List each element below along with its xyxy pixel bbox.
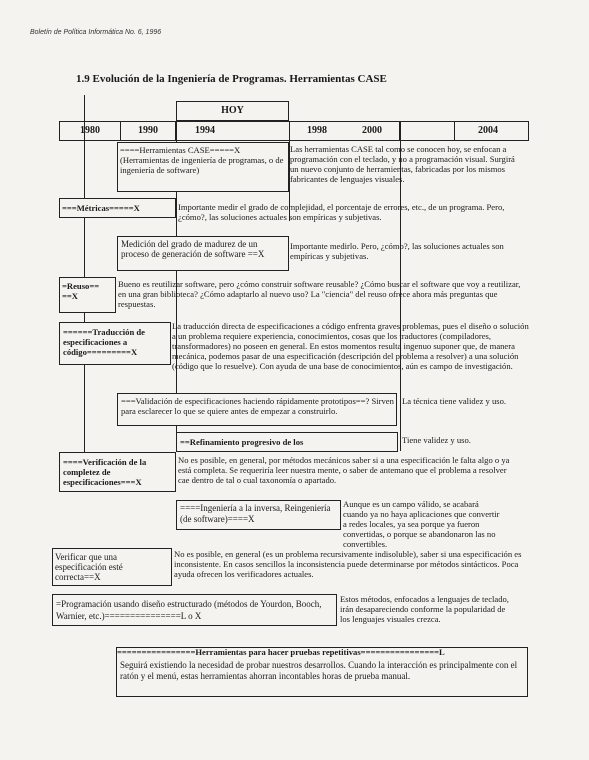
hoy-box: [176, 101, 289, 121]
year-1994: 1994: [195, 125, 215, 136]
reuso-label: =Reuso== ==X: [62, 281, 100, 301]
correcta-note: No es posible, en general (es un problema recursivamente indisoluble), saber si una especificación es inconsistente. En casos sencillos la inconsistencia puede determinarse por métodos sintácticos. Poca ayuda ofrecen los verificadores actuales.: [174, 549, 522, 579]
pruebas-note: Seguirá existiendo la necesidad de probar nuestros desarrollos. Cuando la interacción es principalmente con el ratón y el menú, estas herramientas ahorran incontables horas de prueba manual.: [120, 660, 518, 681]
metricas-note: Importante medir el grado de complejidad, el porcentaje de errores, etc., de un programa. Pero, ¿cómo?, las soluciones actuales son empíricas y subjetivas.: [178, 202, 505, 222]
reingenieria-label: ====Ingeniería a la inversa, Reingeniería (de software)====X: [180, 503, 331, 524]
pruebas-label: ================Herramientas para hacer pruebas repetitivas================L: [117, 647, 445, 657]
bulletin-header: Boletín de Política Informática No. 6, 1996: [30, 29, 162, 36]
completez-label: ====Verificación de la completez de especificaciones===X: [63, 457, 147, 487]
estructurado-note: Estos métodos, enfocados a lenguajes de teclado, irán desapareciendo conforme la popularidad de los lenguajes visuales crezca.: [340, 594, 509, 624]
traduccion-note: La traducción directa de especificaciones a código enfrenta graves problemas, pues el diseño o solución a un problema requiere experiencia, conocimientos, cosas que los traductores (compiladores, transformadores) no poseen en general. En estos momentos resulta ingenuo suponer que, de manera mecánica, podemos pasar de una especificación (descripción del problema a resolver) a una solución (código que lo resuelve). Con ayuda de una base de conocimientos, aún es campo de investigación.: [172, 321, 529, 371]
estructurado-label: =Programación usando diseño estructurado (métodos de Yourdon, Booch, Warnier, etc.)===============L o X: [56, 599, 322, 621]
year-2004: 2004: [478, 125, 498, 136]
validacion-label: ===Validación de especificaciones haciendo rápidamente prototipos==? Sirven para esclarecer lo que se quiere antes de empezar a construirlo.: [121, 396, 394, 416]
year-1980: 1980: [80, 125, 100, 136]
reuso-note: Bueno es reutilizar software, pero ¿cómo construir software reusable? ¿Cómo buscar el software que voy a reutilizar, en una gran biblioteca? ¿Cómo adaptarlo al nuevo uso? La "ciencia" del reuso ofrece ahora más preguntas que respuestas.: [118, 279, 521, 309]
year-1998: 1998: [307, 125, 327, 136]
completez-note: No es posible, en general, por métodos mecánicos saber si a una especificación le falta algo o ya está completa. Se requeriría leer nuestra mente, o saber de antemano que el problema a resolver cae dentro de tal o cual taxonomía o apartado.: [178, 455, 510, 485]
case-note: Las herramientas CASE tal como se conocen hoy, se enfocan a programación con el teclado, y no a programación visual. Surgirá un nuevo conjunto de herramientas, fabricadas por los mismos fabricantes de lenguajes visuales.: [290, 144, 515, 184]
refinamiento-note: Tiene validez y uso.: [402, 435, 471, 445]
year-1990: 1990: [138, 125, 158, 136]
reingenieria-note: Aunque es un campo válido, se acabará cuando ya no haya aplicaciones que convertir a redes locales, ya sea porque ya fueron convertidas, o porque se abandonaron las no convertibles.: [343, 499, 500, 549]
metricas-label: ===Métricas=====X: [62, 203, 140, 213]
madurez-label: Medición del grado de madurez de un proceso de generación de software ==X: [121, 239, 265, 259]
correcta-label: Verificar que una especificación esté correcta==X: [55, 552, 123, 582]
validacion-note: La técnica tiene validez y uso.: [402, 396, 507, 406]
traduccion-label: ======Traducción de especificaciones a código=========X: [63, 327, 145, 357]
year-2000: 2000: [362, 125, 382, 136]
refinamiento-label: ==Refinamiento progresivo de los: [180, 437, 304, 447]
hoy-label: HOY: [221, 105, 244, 116]
madurez-note: Importante medirlo. Pero, ¿cómo?, las soluciones actuales son empíricas y subjetivas.: [290, 241, 504, 261]
case-label: ====Herramientas CASE=====X (Herramientas de ingeniería de programas, o de ingeniería de software): [120, 145, 284, 175]
section-title: 1.9 Evolución de la Ingeniería de Programas. Herramientas CASE: [76, 73, 387, 85]
